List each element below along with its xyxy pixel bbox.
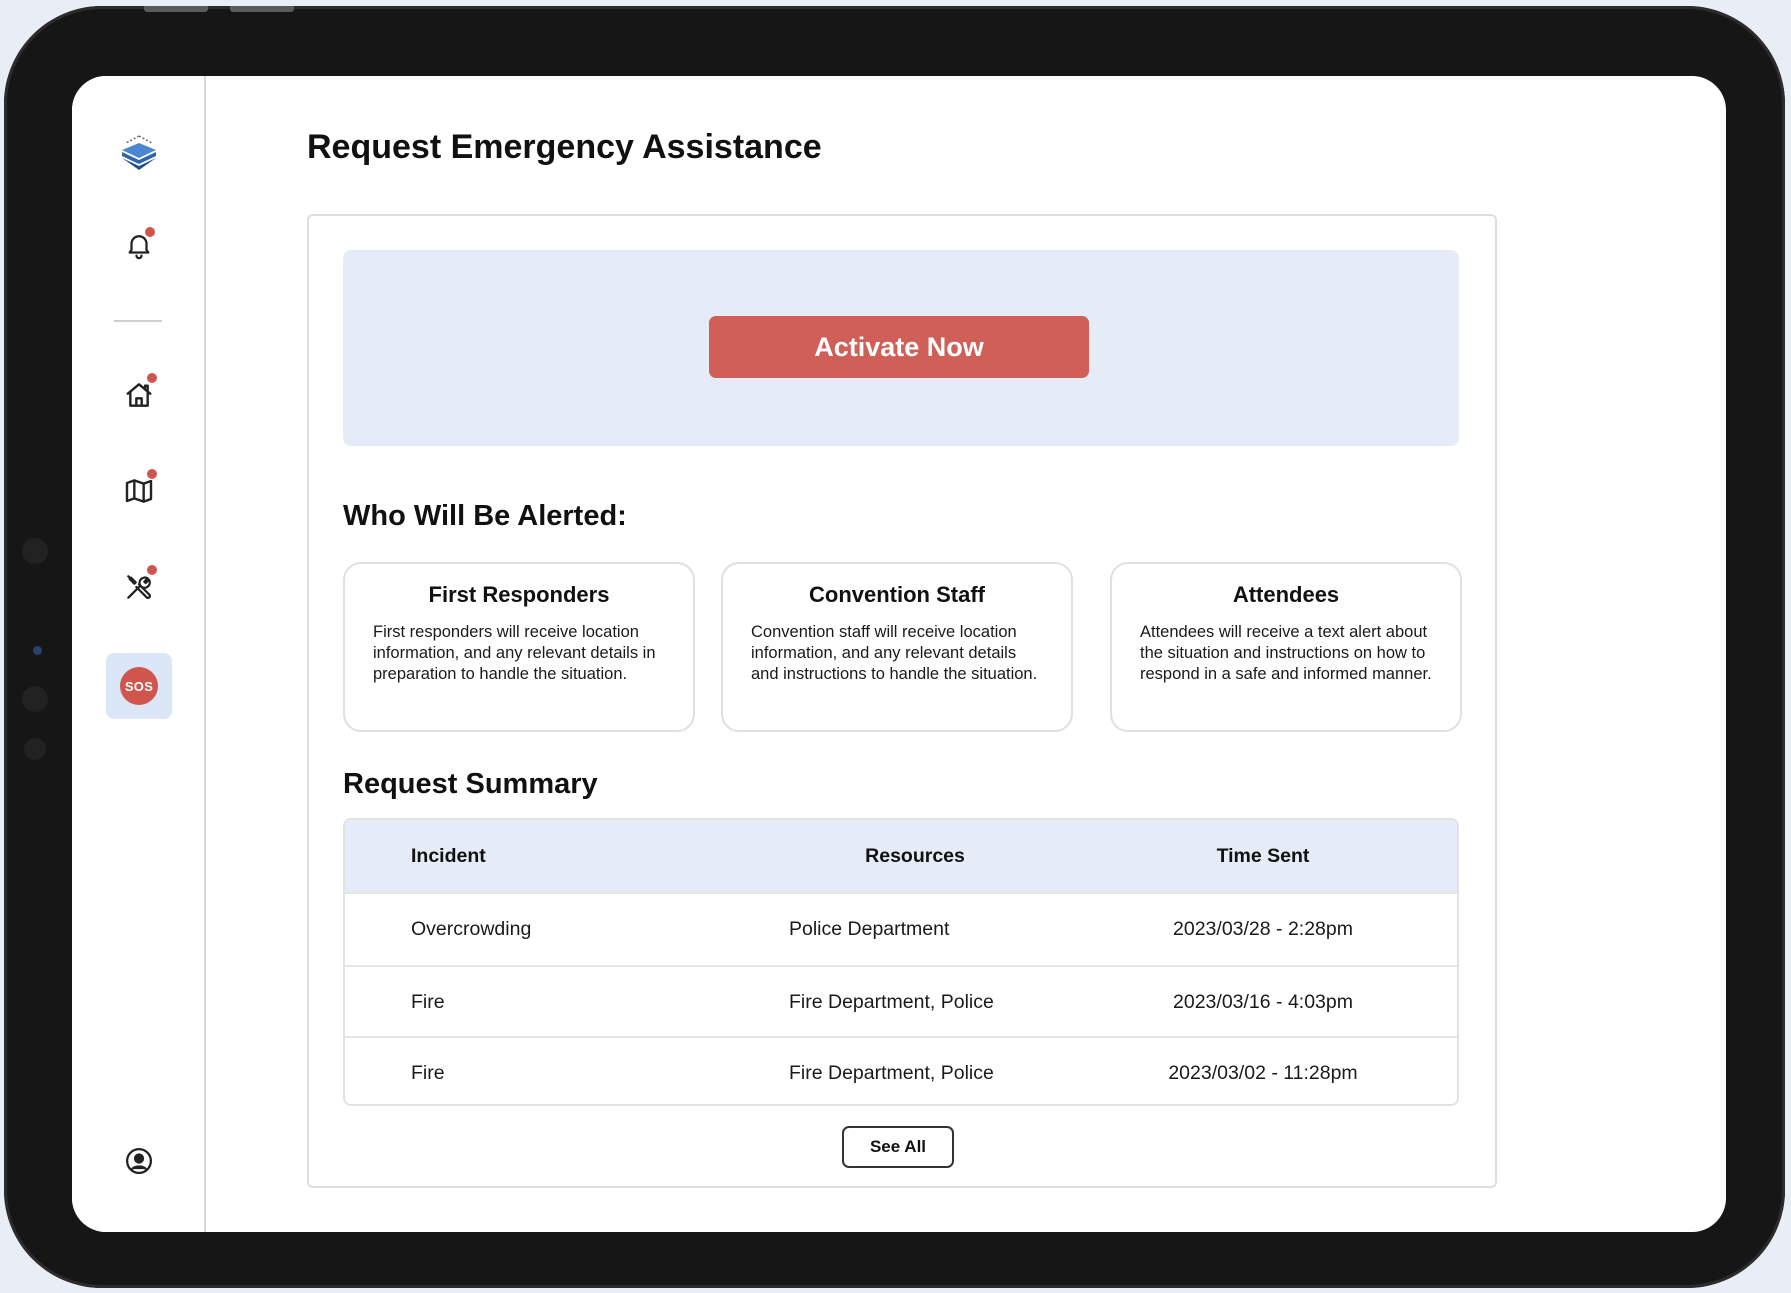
nav-item-notifications[interactable] [106, 212, 172, 278]
app-logo[interactable] [106, 118, 172, 184]
column-header-resources: Resources [865, 844, 965, 867]
nav-item-profile[interactable] [106, 1128, 172, 1194]
alert-card-text: Convention staff will receive location information, and any relevant details and instructions to handle the situation. [751, 623, 1038, 683]
see-all-button[interactable]: See All [842, 1126, 954, 1168]
who-alerted-heading: Who Will Be Alerted: [343, 500, 627, 532]
notification-badge [146, 372, 158, 384]
alert-card-title: First Responders [428, 582, 610, 607]
time-sent-cell: 2023/03/28 - 2:28pm [1173, 918, 1353, 940]
resources-cell: Police Department [789, 918, 950, 940]
incident-cell: Overcrowding [411, 918, 532, 940]
table-row[interactable] [345, 892, 1457, 965]
tablet-frame [4, 6, 1785, 1288]
page-title: Request Emergency Assistance [307, 128, 822, 166]
incident-cell: Fire [411, 1062, 445, 1084]
alert-card-attendees [1110, 562, 1462, 732]
request-summary-table [343, 818, 1459, 1106]
layers-logo-icon [118, 130, 160, 172]
alert-card-first-responders [343, 562, 695, 732]
notification-badge [146, 564, 158, 576]
user-circle-icon [124, 1146, 154, 1176]
camera-lens [24, 738, 46, 760]
request-summary-heading: Request Summary [343, 768, 598, 800]
volume-up-button [144, 6, 208, 12]
nav-item-tools[interactable] [106, 554, 172, 620]
activation-panel [343, 250, 1459, 446]
column-header-incident: Incident [411, 844, 486, 867]
alert-card-text: First responders will receive location information, and any relevant details in preparation to handle the situation. [373, 623, 656, 683]
camera-sensor [33, 646, 42, 655]
nav-item-map[interactable] [106, 458, 172, 524]
app-screen [72, 76, 1726, 1232]
nav-item-home[interactable] [106, 362, 172, 428]
alert-card-convention-staff [721, 562, 1073, 732]
sos-icon: SOS [120, 667, 158, 705]
alert-card-text: Attendees will receive a text alert about the situation and instructions on how to respond in a safe and informed manner. [1140, 623, 1432, 683]
camera-lens [22, 538, 48, 564]
volume-down-button [230, 6, 294, 12]
sidebar-divider [114, 320, 162, 322]
incident-cell: Fire [411, 991, 445, 1013]
time-sent-cell: 2023/03/16 - 4:03pm [1173, 991, 1353, 1013]
alert-card-title: Convention Staff [809, 582, 985, 607]
resources-cell: Fire Department, Police [789, 991, 994, 1013]
notification-badge [144, 226, 156, 238]
camera-lens [22, 686, 48, 712]
alert-card-title: Attendees [1232, 582, 1340, 607]
resources-cell: Fire Department, Police [789, 1062, 994, 1084]
table-row[interactable] [345, 965, 1457, 1038]
time-sent-cell: 2023/03/02 - 11:28pm [1168, 1062, 1358, 1084]
nav-item-sos[interactable] [106, 653, 172, 719]
column-header-time-sent: Time Sent [1216, 844, 1310, 867]
table-header [345, 820, 1457, 892]
notification-badge [146, 468, 158, 480]
sidebar [72, 76, 206, 1232]
emergency-card [307, 214, 1497, 1188]
table-row[interactable] [345, 1036, 1457, 1106]
activate-now-button[interactable]: Activate Now [709, 316, 1089, 378]
